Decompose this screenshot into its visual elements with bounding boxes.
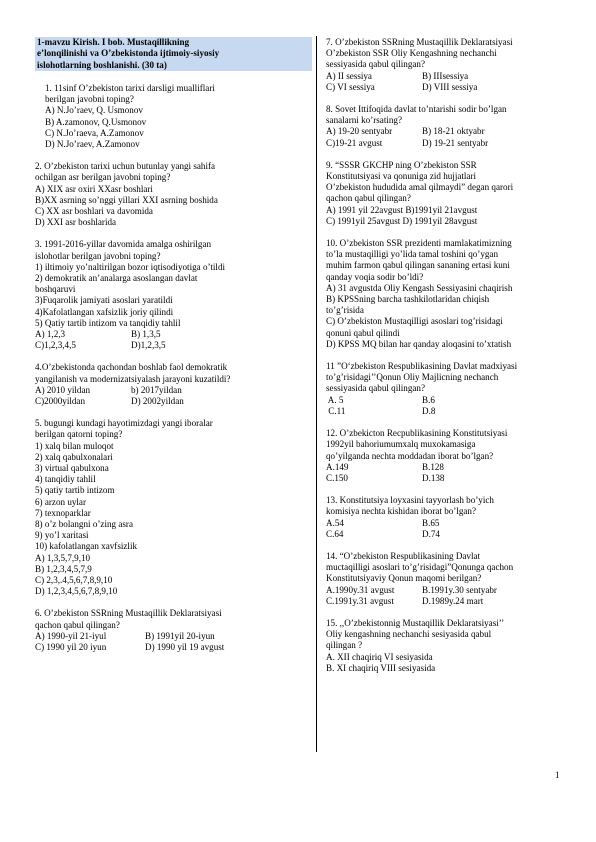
question-text: 6) arzon uylar	[35, 496, 87, 507]
question-text: 6. O’zbekiston SSRning Mustaqillik Deklaratsiyasi	[35, 608, 222, 619]
answer-option: A) II sessiya	[326, 70, 372, 81]
question-text: O’zbekiston hududida amal qilmaydi” degan qarori	[326, 182, 514, 193]
answer-option: D.138	[422, 472, 445, 483]
question-text: 4) tanqidiy tahlil	[35, 474, 96, 485]
answer-option: B) KPSSning barcha tashkilotlaridan chiqish	[326, 294, 490, 305]
left-column	[35, 37, 312, 664]
question-text: 3) virtual qabulxona	[35, 462, 109, 473]
question-text: to’la mustaqilligi yo’lida tamal toshini qo’ygan	[326, 249, 498, 260]
answer-option: A.54	[326, 517, 344, 528]
question-text: 14. “O’zbekiston Respublikasining Davlat	[326, 550, 481, 561]
answer-option: B) 18-21 oktyabr	[422, 126, 485, 137]
question-text: berilgan qatorni toping?	[35, 429, 123, 440]
question-text: 5) Qatiy tartib intizom va tanqidiy tahlil	[35, 317, 181, 328]
answer-option: A. 5	[326, 394, 344, 405]
question-text: qo’yilganda nechta moddadan iborat bo’lgan?	[326, 450, 494, 461]
question-text: 9) yo’l xaritasi	[35, 530, 89, 541]
answer-option: B) 1991yil 20-iyun	[145, 630, 215, 641]
question-9	[326, 160, 566, 227]
answer-option: D) 1,2,3,4,5,6,7,8,9,10	[35, 586, 118, 597]
question-3	[35, 239, 312, 351]
answer-option: B.6	[422, 394, 435, 405]
question-text: 7. O’zbekiston SSRning Mustaqillik Deklaratsiyasi	[326, 37, 513, 47]
answer-options	[326, 395, 566, 417]
question-text: sessiyasida qabul qilingan?	[326, 59, 426, 70]
question-text: 12. O’zbekicton Recpublikasining Konstitutsiyasi	[326, 428, 508, 439]
question-text: 1) iltimoiy yo’naltirilgan bozor iqtisodiyotiga o’tildi	[35, 261, 226, 272]
answer-option: C.64	[326, 528, 344, 539]
question-text: 1. 11sinf O’zbekiston tarixi darsligi mualliflari	[45, 82, 215, 93]
answer-option: D) N.Jo’raev, A.Zamonov	[45, 138, 140, 149]
answer-option: C)19-21 avgust	[326, 137, 383, 148]
question-7	[326, 37, 566, 93]
question-text: 3. 1991-2016-yillar davomida amalga oshirilgan	[35, 239, 212, 250]
question-text: to’g’risidagi’’Qonun Oliy Majlicning nechanch	[326, 372, 499, 383]
question-text: 15. ,,O’zbekistonnig Mustaqillik Deklaratsiyasi’’	[326, 617, 505, 628]
question-14	[326, 551, 566, 607]
question-text: 11 ”O‘zbekiston Respublikasining Davlat madxiyasi	[326, 361, 518, 372]
question-text: 10. O’zbekiston SSR prezidenti mamlakatimizning	[326, 238, 512, 249]
question-12	[326, 428, 566, 484]
question-2	[35, 161, 312, 228]
answer-option: A.1990y.31 avgust	[326, 584, 395, 595]
question-text: 9. “SSSR GKCHP ning O’zbekiston SSR	[326, 159, 477, 170]
answer-option: C)1,2,3,4,5	[35, 340, 76, 351]
answer-options	[326, 585, 566, 607]
answer-option: C.11	[326, 405, 346, 416]
answer-option: C.1991y.31 avgust	[326, 595, 394, 606]
question-text: berilgan javobni toping?	[45, 94, 134, 105]
question-4	[35, 362, 312, 407]
question-text: 2) demokratik an’analarga asoslangan davlat	[35, 272, 198, 283]
question-text: 2) xalq qabulxonalari	[35, 451, 113, 462]
question-text: 5. bugungi kundagi hayotimizdagi yangi iboralar	[35, 418, 213, 429]
answer-option: A. XII chaqiriq VI sesiyasida	[326, 651, 433, 662]
question-text: Oliy kengashning nechanchi sesiyasida qabul	[326, 629, 492, 640]
question-text: 2. O’zbekiston tarixi uchun butunlay yangi sahifa	[35, 161, 216, 172]
answer-option: to’g’risida	[326, 305, 364, 316]
question-text: 10) kafolatlangan xavfsizlik	[35, 541, 138, 552]
question-text: muhim farmon qabul qilingan sananing ertasi kuni	[326, 260, 510, 271]
question-text: 1) xalq bilan muloqot	[35, 440, 114, 451]
page-number: 1	[555, 770, 560, 780]
question-6	[35, 608, 312, 653]
question-text: 8. Sovet Ittifoqida davlat to’ntarishi sodir bo’lgan	[326, 104, 507, 115]
answer-option: C) N.Jo’raeva, A.Zamonov	[45, 127, 144, 138]
question-text: sanalarni ko’rsating?	[326, 115, 403, 126]
answer-option: A.149	[326, 461, 349, 472]
answer-option: qonuni qabul qilindi	[326, 327, 400, 338]
answer-option: D) VIII sessiya	[422, 81, 478, 92]
answer-option: B) 1,3,5	[131, 328, 161, 339]
answer-option: b) 2017yildan	[131, 384, 182, 395]
question-text: yangilanish va modernizatsiyalash jarayoni kuzatildi?	[35, 373, 231, 384]
question-text: komisiya nechta kishidan iborat bo’lgan?	[326, 506, 477, 517]
answer-option: D.74	[422, 528, 440, 539]
answer-option: D) KPSS MQ bilan har qanday aloqasini to’xtatish	[326, 338, 512, 349]
answer-option: A) 1,3,5,7,9,10	[35, 552, 91, 563]
question-text: muctaqilligi asoslari to’g’risidagi”Qonunga qachon	[326, 562, 514, 573]
answer-option: D) 2002yildan	[131, 395, 184, 406]
answer-option: A) XIX asr oxiri XXasr boshlari	[35, 183, 153, 194]
question-text: sessiyasida qabul qilingan?	[326, 383, 426, 394]
answer-option: B) 1,2,3,4,5,7,9	[35, 563, 92, 574]
question-text: ochilgan asr berilgan javobni toping?	[35, 172, 171, 183]
question-text: qilingan ?	[326, 640, 363, 651]
question-13	[326, 495, 566, 540]
answer-option: D)1,2,3,5	[131, 340, 166, 351]
topic-header-line: e’lonqilinishi va O’zbekistonda ijtimoiy-siyosiy	[37, 48, 220, 59]
answer-option: A) 19-20 sentyabr	[326, 126, 393, 137]
question-text: 8) o’z bolangni o’zing asra	[35, 519, 133, 529]
question-11	[326, 361, 566, 417]
answer-option: B.128	[422, 461, 444, 472]
answer-options	[35, 631, 312, 653]
right-column	[326, 37, 566, 685]
answer-option: C) 1991yil 25avgust D) 1991yil 28avgust	[326, 215, 478, 226]
question-text: O’zbekiston SSR Oliy Kengashning nechanchi	[326, 48, 497, 59]
question-8	[326, 104, 566, 149]
answer-option: D) 19-21 sentyabr	[422, 137, 489, 148]
question-text: qachon qabul qilingan?	[35, 619, 120, 630]
question-text: 7) texnoparklar	[35, 507, 91, 518]
answer-option: A) 1,2,3	[35, 328, 66, 339]
topic-header	[35, 37, 312, 71]
answer-options	[326, 71, 566, 93]
question-text: 1992yil bahoriumumxalq muxokamasiga	[326, 439, 476, 450]
answer-option: B.65	[422, 517, 440, 528]
question-text: 5) qatiy tartib intizom	[35, 485, 115, 496]
question-text: Konstitutsiyasi va qonuniga zid hujjatlari	[326, 171, 477, 182]
topic-header-line: islohotlarning boshlanishi. (30 ta)	[37, 59, 167, 70]
column-divider	[316, 36, 317, 752]
question-text: 4)Kafolatlangan xafsizlik joriy qilindi	[35, 306, 174, 317]
answer-option: A) 1991 yil 22avgust B)1991yil 21avgust	[326, 204, 478, 215]
question-text: islohotlar berilgan javobni toping?	[35, 250, 161, 261]
question-text: 3)Fuqarolik jamiyati asoslari yaratildi	[35, 295, 173, 306]
answer-options	[326, 126, 566, 148]
answer-option: B) A.zamonov, Q.Usmonov	[45, 116, 147, 127]
answer-option: A) 2010 yildan	[35, 384, 91, 395]
answer-option: C) O’zbekiston Mustaqilligi asoslari tog’risidagi	[326, 316, 503, 327]
answer-options	[35, 329, 312, 351]
answer-option: D) 1990 yil 19 avgust	[145, 642, 225, 653]
question-text: qachon qabul qilingan?	[326, 193, 411, 204]
answer-option: A) 31 avgustda Oliy Kengash Sessiyasini chaqirish	[326, 282, 513, 293]
question-text: qanday voqia sodir bo’ldi?	[326, 271, 424, 282]
answer-options	[35, 385, 312, 407]
answer-option: C) VI sessiya	[326, 81, 375, 92]
answer-option: B)XX asrning so’nggi yillari XXI asrning boshida	[35, 194, 218, 205]
answer-option: D) XXI asr boshlarida	[35, 217, 117, 228]
answer-option: C) 1990 yil 20 iyun	[35, 642, 107, 653]
question-text: boshqaruvi	[35, 284, 76, 295]
question-1	[35, 83, 312, 150]
question-text: 13. Konstitutsiya loyxasini tayyorlash bo’yich	[326, 495, 494, 506]
question-5	[35, 418, 312, 597]
question-text: Konstitutsiyaviy Qonun maqomi berilgan?	[326, 573, 482, 584]
answer-option: D.1989y.24 mart	[422, 595, 484, 606]
answer-options	[326, 518, 566, 540]
answer-options	[326, 462, 566, 484]
topic-header-line: 1-mavzu Kirish. I bob. Mustaqillikning	[37, 37, 190, 47]
answer-option: B. XI chaqiriq VIII sesiyasida	[326, 662, 436, 673]
answer-option: A) N.Jo’raev, Q. Usmonov	[45, 105, 143, 116]
question-15	[326, 618, 566, 674]
answer-option: C.150	[326, 472, 348, 483]
answer-option: B) IIIsessiya	[422, 70, 469, 81]
answer-option: C)2000yildan	[35, 395, 86, 406]
answer-option: C) XX asr boshlari va davomida	[35, 205, 153, 216]
answer-option: B.1991y.30 sentyabr	[422, 584, 497, 595]
answer-option: D.8	[422, 405, 436, 416]
question-text: 4.O’zbekistonda qachondan boshlab faol demokratik	[35, 362, 228, 373]
answer-option: C) 2,3,.4,5,6,7,8,9,10	[35, 575, 113, 586]
answer-option: A) 1990-yil 21-iyul	[35, 630, 107, 641]
question-10	[326, 238, 566, 350]
